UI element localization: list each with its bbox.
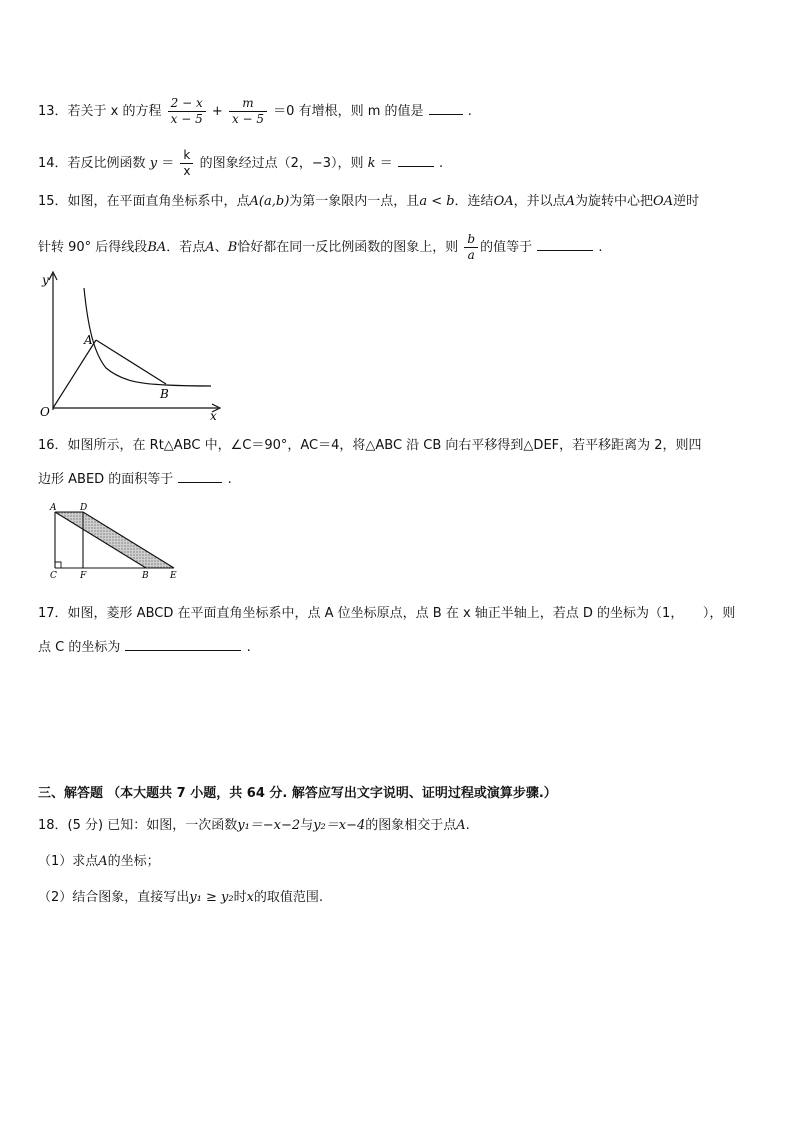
fig16-label-f: F [80,571,87,581]
fig15-segment-ab [96,340,166,384]
q13-answer-blank[interactable] [429,100,463,115]
question-18-part-1 [38,852,160,872]
q15-segment-oa-2: OA [653,194,674,209]
q15-text-d: ，并以点 [513,194,566,209]
q15-text-b: 为第一象限内一点，且 [289,194,420,209]
q15-answer-blank[interactable] [537,236,593,251]
question-15-line-2 [38,232,603,263]
figure-16-translation-diagram [40,500,190,582]
q14-frac-numerator: k [180,148,193,164]
fig15-label-o: O [40,405,50,419]
fig15-label-b: B [160,387,169,401]
fig16-label-a: A [50,503,57,513]
fig16-segment-de [83,512,174,568]
q17-end: . [246,640,251,655]
fig16-right-angle-mark [55,562,61,568]
q15-text-a: 15．如图，在平面直角坐标系中，点 [38,194,250,209]
fig15-label-y: y [42,273,49,287]
fig15-hyperbola-curve [84,288,211,386]
q16-text-line-2: 边形 ABED 的面积等于 [38,472,174,487]
q18-suffix: 的图象相交于点 [365,818,457,833]
section-3-heading [38,784,557,804]
q18-sub2-text-a: （2）结合图象，直接写出 [38,890,190,905]
q15-fraction [464,232,478,263]
q14-suffix: 的图象经过点（2，−3），则 [199,156,364,171]
question-17-line-1 [38,604,735,624]
question-16-line-2 [38,468,232,490]
q13-frac2-numerator: m [229,96,267,112]
q15-point-a: A(a,b) [249,194,290,209]
question-14 [38,148,443,179]
q15-text-c: ．连结 [454,194,494,209]
q18-equation-1: y₁＝−x−2 [237,818,301,833]
q13-prefix: 13．若关于 x 的方程 [38,104,162,119]
q14-var-y: y [149,156,158,171]
q13-plus: + [211,104,223,119]
q15-frac-denominator: a [467,248,475,262]
fig16-shaded-region-abed [55,512,174,568]
fig15-segment-oa [53,340,96,408]
q18-prefix: 18．(5 分) 已知：如图，一次函数 [38,818,238,833]
q15-text-k: 的值等于 [480,240,533,255]
fig16-label-d: D [80,503,88,513]
q18-mid: 与 [300,818,314,833]
q15-text-i: 、 [214,240,228,255]
q15-point-a-label: A [565,194,576,209]
q15-point-b: B [227,240,238,255]
fig16-label-b: B [142,571,149,581]
q15-text-e: 为旋转中心把 [575,194,654,209]
q18-sub2-var-x: x [246,890,254,905]
fig16-label-e: E [170,571,177,581]
q17-text-line-2: 点 C 的坐标为 [38,640,121,655]
q14-prefix: 14．若反比例函数 [38,156,146,171]
figure-15-hyperbola-diagram [36,268,226,420]
q13-fraction-2 [229,96,267,127]
q15-frac-numerator: b [464,232,478,248]
q18-point-a: A [456,818,466,833]
q18-sub1-point: A [98,854,108,869]
q18-sub1-text-b: 的坐标； [107,854,160,869]
q18-sub2-text-b: 时 [233,890,247,905]
question-18-part-2 [38,888,323,908]
q16-end: . [227,472,232,487]
q14-var-k: k [367,156,376,171]
q15-segment-ba: BA [147,240,167,255]
fig15-label-x: x [210,409,217,420]
q16-text-line-1: 16．如图所示，在 Rt△ABC 中，∠C＝90°，AC＝4，将△ABC 沿 CB 向右平移得到△DEF，若平移距离为 2，则四 [38,438,702,453]
question-15-line-1 [38,192,699,212]
q13-end: . [467,104,472,119]
q18-sub2-inequality: y₁ ≥ y₂ [189,890,234,905]
q17-text-line-1: 17．如图，菱形 ABCD 在平面直角坐标系中，点 A 位坐标原点，点 B 在 x 轴正半轴上，若点 D 的坐标为（1， ），则 [38,606,736,621]
q15-end: . [598,240,603,255]
fig15-label-a: A [84,333,93,347]
q14-end: . [439,156,444,171]
q13-frac1-denominator: x − 5 [170,112,203,126]
q14-answer-blank[interactable] [398,152,434,167]
question-17-line-2 [38,636,251,658]
q15-segment-oa: OA [493,194,514,209]
q15-text-f: 逆时 [673,194,700,209]
section-3-note: （本大题共 7 小题，共 64 分. 解答应写出文字说明、证明过程或演算步骤.） [107,786,557,801]
q18-end: . [465,818,470,833]
q14-frac-denominator: x [183,164,191,178]
q13-frac1-numerator: 2 − x [168,96,206,112]
section-3-title: 三、解答题 [38,786,104,801]
q14-eq: ＝ [161,156,175,171]
q15-text-j: 恰好都在同一反比例函数的图象上，则 [237,240,459,255]
fig16-label-c: C [50,571,57,581]
question-13 [38,96,472,127]
question-18 [38,816,470,836]
q15-condition: a < b [419,194,455,209]
question-16-line-1 [38,436,702,456]
q13-frac2-denominator: x − 5 [231,112,265,126]
q14-eq2: ＝ [379,156,393,171]
q17-answer-blank[interactable] [125,636,241,651]
q14-fraction [180,148,193,179]
q18-sub2-text-c: 的取值范围. [253,890,324,905]
q18-sub1-text-a: （1）求点 [38,854,99,869]
q15-text-h: ．若点 [166,240,206,255]
q15-point-a-2: A [205,240,215,255]
q13-suffix: ＝0 有增根，则 m 的值是 [273,104,424,119]
fig16-segment-ab [55,512,146,568]
q18-equation-2: y₂＝x−4 [313,818,366,833]
q13-fraction-1 [168,96,206,127]
q16-answer-blank[interactable] [178,468,222,483]
q15-text-g: 针转 90° 后得线段 [38,240,148,255]
